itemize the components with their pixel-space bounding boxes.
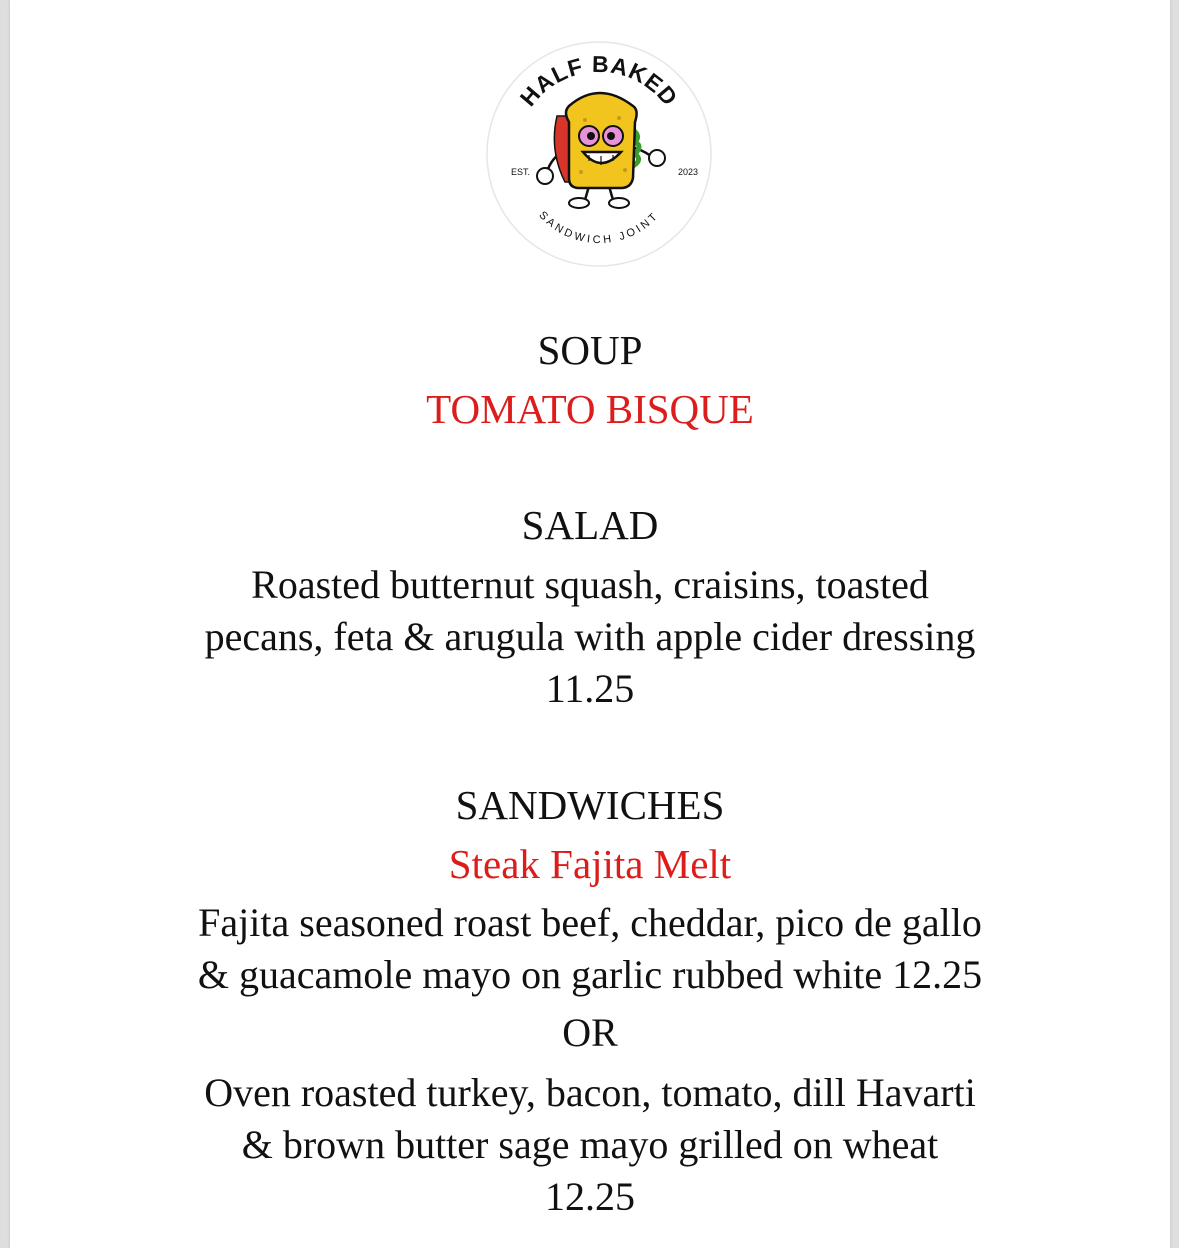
salad-heading: SALAD: [521, 502, 659, 548]
soup-item: TOMATO BISQUE: [426, 386, 754, 432]
logo-arc-top: HALF BAKED: [514, 50, 684, 111]
sandwich-option-1-line-2: & guacamole mayo on garlic rubbed white 12.25: [197, 952, 983, 997]
sandwich-option-2-line-1: Oven roasted turkey, bacon, tomato, dill Havarti: [204, 1070, 976, 1115]
sandwich-option-2-price: 12.25: [545, 1174, 635, 1219]
sandwich-option-1-line-1: Fajita seasoned roast beef, cheddar, pico de gallo: [198, 900, 982, 945]
salad-description-line-1: Roasted butternut squash, craisins, toasted: [251, 562, 929, 607]
logo-arc-bottom: SANDWICH JOINT: [536, 209, 662, 247]
soup-heading: SOUP: [537, 327, 643, 373]
logo-year-label: 2023: [678, 167, 699, 177]
sandwich-or-separator: OR: [562, 1010, 618, 1055]
sandwich-option-2-line-2: & brown butter sage mayo grilled on wheat: [241, 1122, 939, 1167]
menu-page: [10, 0, 1170, 1248]
logo-est-label: EST.: [511, 167, 531, 177]
sandwiches-heading: SANDWICHES: [455, 782, 725, 828]
salad-price: 11.25: [545, 666, 635, 711]
half-baked-logo: [485, 40, 713, 268]
salad-description-line-2: pecans, feta & arugula with apple cider dressing: [204, 614, 976, 659]
sandwich-item: Steak Fajita Melt: [448, 841, 732, 887]
